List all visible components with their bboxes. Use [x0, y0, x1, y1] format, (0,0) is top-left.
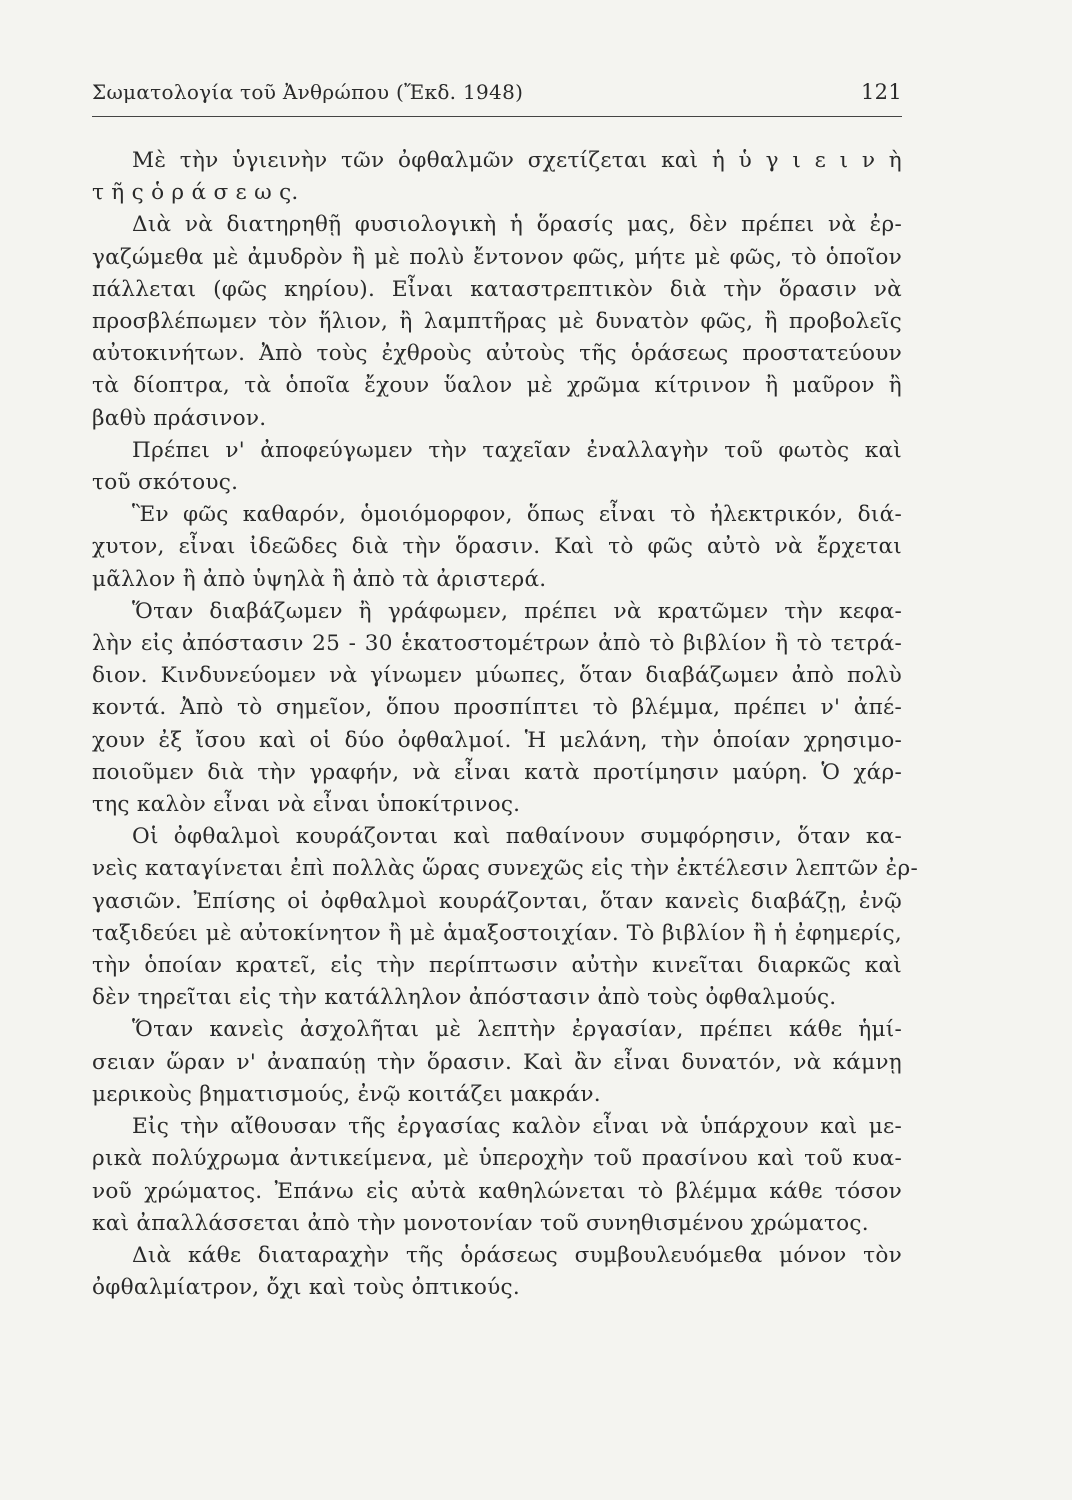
text-line: καὶ ἀπαλλάσσεται ἀπὸ τὴν μονοτονίαν τοῦ συνηθισμένου χρώματος. [92, 1210, 869, 1236]
text-line: της καλὸν εἶναι νὰ εἶναι ὑποκίτρινος. [92, 792, 521, 818]
text-line: διον. Κινδυνεύομεν νὰ γίνωμεν μύωπες, ὅταν διαβάζωμεν ἀπὸ πολὺ [92, 663, 902, 689]
text-line: νοῦ χρώματος. Ἐπάνω εἰς αὐτὰ καθηλώνεται τὸ βλέμμα κάθε τόσον [92, 1178, 902, 1204]
paragraph [92, 435, 902, 499]
text-line: σειαν ὥραν ν' ἀναπαύῃ τὴν ὅρασιν. Καὶ ἂν εἶναι δυνατόν, νὰ κάμνῃ [92, 1049, 902, 1075]
text-line: μᾶλλον ἢ ἀπὸ ὑψηλὰ ἢ ἀπὸ τὰ ἀριστερά. [92, 566, 547, 592]
body-text [92, 145, 918, 1304]
text-line: Διὰ κάθε διαταραχὴν τῆς ὁράσεως συμβουλευόμεθα μόνον τὸν [132, 1242, 902, 1268]
text-line: ρικὰ πολύχρωμα ἀντικείμενα, μὲ ὑπεροχὴν τοῦ πρασίνου καὶ τοῦ κυα- [92, 1146, 902, 1172]
text-line: χουν ἐξ ἴσου καὶ οἱ δύο ὀφθαλμοί. Ἡ μελάνη, τὴν ὁποίαν χρησιμο- [92, 727, 902, 753]
text-line: κοντά. Ἀπὸ τὸ σημεῖον, ὅπου προσπίπτει τὸ βλέμμα, πρέπει ν' ἀπέ- [92, 695, 902, 721]
text-line: Ὅταν κανεὶς ἀσχολῆται μὲ λεπτὴν ἐργασίαν, πρέπει κάθε ἡμί- [132, 1017, 902, 1043]
text-line: γασιῶν. Ἐπίσης οἱ ὀφθαλμοὶ κουράζονται, ὅταν κανεὶς διαβάζῃ, ἐνῷ [92, 888, 902, 914]
text-line: πάλλεται (φῶς κηρίου). Εἶναι καταστρεπτικὸν διὰ τὴν ὅρασιν νὰ [92, 276, 902, 302]
text-line: χυτον, εἶναι ἰδεῶδες διὰ τὴν ὅρασιν. Καὶ τὸ φῶς αὐτὸ νὰ ἔρχεται [92, 534, 902, 560]
running-header [92, 74, 902, 117]
paragraph [92, 145, 902, 209]
paragraph [92, 1111, 902, 1240]
text-line: Οἱ ὀφθαλμοὶ κουράζονται καὶ παθαίνουν συμφόρησιν, ὅταν κα- [132, 824, 902, 850]
paragraph [92, 821, 918, 1014]
paragraph [92, 1014, 902, 1111]
text-line: Πρέπει ν' ἀποφεύγωμεν τὴν ταχεῖαν ἐναλλαγὴν τοῦ φωτὸς καὶ [132, 437, 902, 463]
paragraph [92, 499, 902, 596]
paragraph [92, 209, 902, 434]
text-line: γαζώμεθα μὲ ἀμυδρὸν ἢ μὲ πολὺ ἔντονον φῶς, μήτε μὲ φῶς, τὸ ὁποῖον [92, 244, 902, 270]
text-line: Ἓν φῶς καθαρόν, ὁμοιόμορφον, ὅπως εἶναι τὸ ἠλεκτρικόν, διά- [132, 502, 902, 528]
text-line: τοῦ σκότους. [92, 470, 239, 496]
text-line: νεὶς καταγίνεται ἐπὶ πολλὰς ὥρας συνεχῶς εἰς τὴν ἐκτέλεσιν λεπτῶν ἐρ- [92, 856, 918, 882]
text-line: Διὰ νὰ διατηρηθῇ φυσιολογικὴ ἡ ὅρασίς μας, δὲν πρέπει νὰ ἐρ- [132, 212, 902, 238]
text-line: Μὲ τὴν ὑγιεινὴν τῶν ὀφθαλμῶν σχετίζεται καὶ ἡ ὑ γ ι ε ι ν ὴ [132, 148, 902, 173]
text-line: βαθὺ πράσινον. [92, 405, 267, 431]
text-line: αὐτοκινήτων. Ἀπὸ τοὺς ἐχθροὺς αὐτοὺς τῆς ὁράσεως προστατεύουν [92, 341, 902, 367]
text-line: λὴν εἰς ἀπόστασιν 25 - 30 ἑκατοστομέτρων ἀπὸ τὸ βιβλίον ἢ τὸ τετρά- [92, 631, 902, 657]
text-line: ποιοῦμεν διὰ τὴν γραφήν, νὰ εἶναι κατὰ προτίμησιν μαύρη. Ὁ χάρ- [92, 759, 902, 785]
text-line: δὲν τηρεῖται εἰς τὴν κατάλληλον ἀπόστασιν ἀπὸ τοὺς ὀφθαλμούς. [92, 985, 837, 1011]
paragraph [92, 596, 902, 821]
text-line: τὴν ὁποίαν κρατεῖ, εἰς τὴν περίπτωσιν αὐτὴν κινεῖται διαρκῶς καὶ [92, 953, 902, 979]
paragraph [92, 1240, 902, 1304]
text-line: Εἰς τὴν αἴθουσαν τῆς ἐργασίας καλὸν εἶναι νὰ ὑπάρχουν καὶ με- [132, 1114, 902, 1140]
page-number: 121 [861, 80, 902, 104]
running-title: Σωματολογία τοῦ Ἀνθρώπου (Ἔκδ. 1948) [92, 80, 524, 104]
text-line: ὀφθαλμίατρον, ὄχι καὶ τοὺς ὀπτικούς. [92, 1275, 521, 1301]
text-line: προσβλέπωμεν τὸν ἥλιον, ἢ λαμπτῆρας μὲ δυνατὸν φῶς, ἢ προβολεῖς [92, 309, 902, 335]
text-line: τὰ δίοπτρα, τὰ ὁποῖα ἔχουν ὕαλον μὲ χρῶμα κίτρινον ἢ μαῦρον ἢ [92, 373, 902, 399]
text-line: μερικοὺς βηματισμούς, ἐνῷ κοιτάζει μακράν. [92, 1081, 601, 1107]
text-line: ταξιδεύει μὲ αὐτοκίνητον ἢ μὲ ἁμαξοστοιχίαν. Τὸ βιβλίον ἢ ἡ ἐφημερίς, [92, 920, 902, 946]
text-line: τ ῆ ς ὁ ρ ά σ ε ω ς. [92, 180, 299, 206]
text-line: Ὅταν διαβάζωμεν ἢ γράφωμεν, πρέπει νὰ κρατῶμεν τὴν κεφα- [132, 598, 902, 624]
